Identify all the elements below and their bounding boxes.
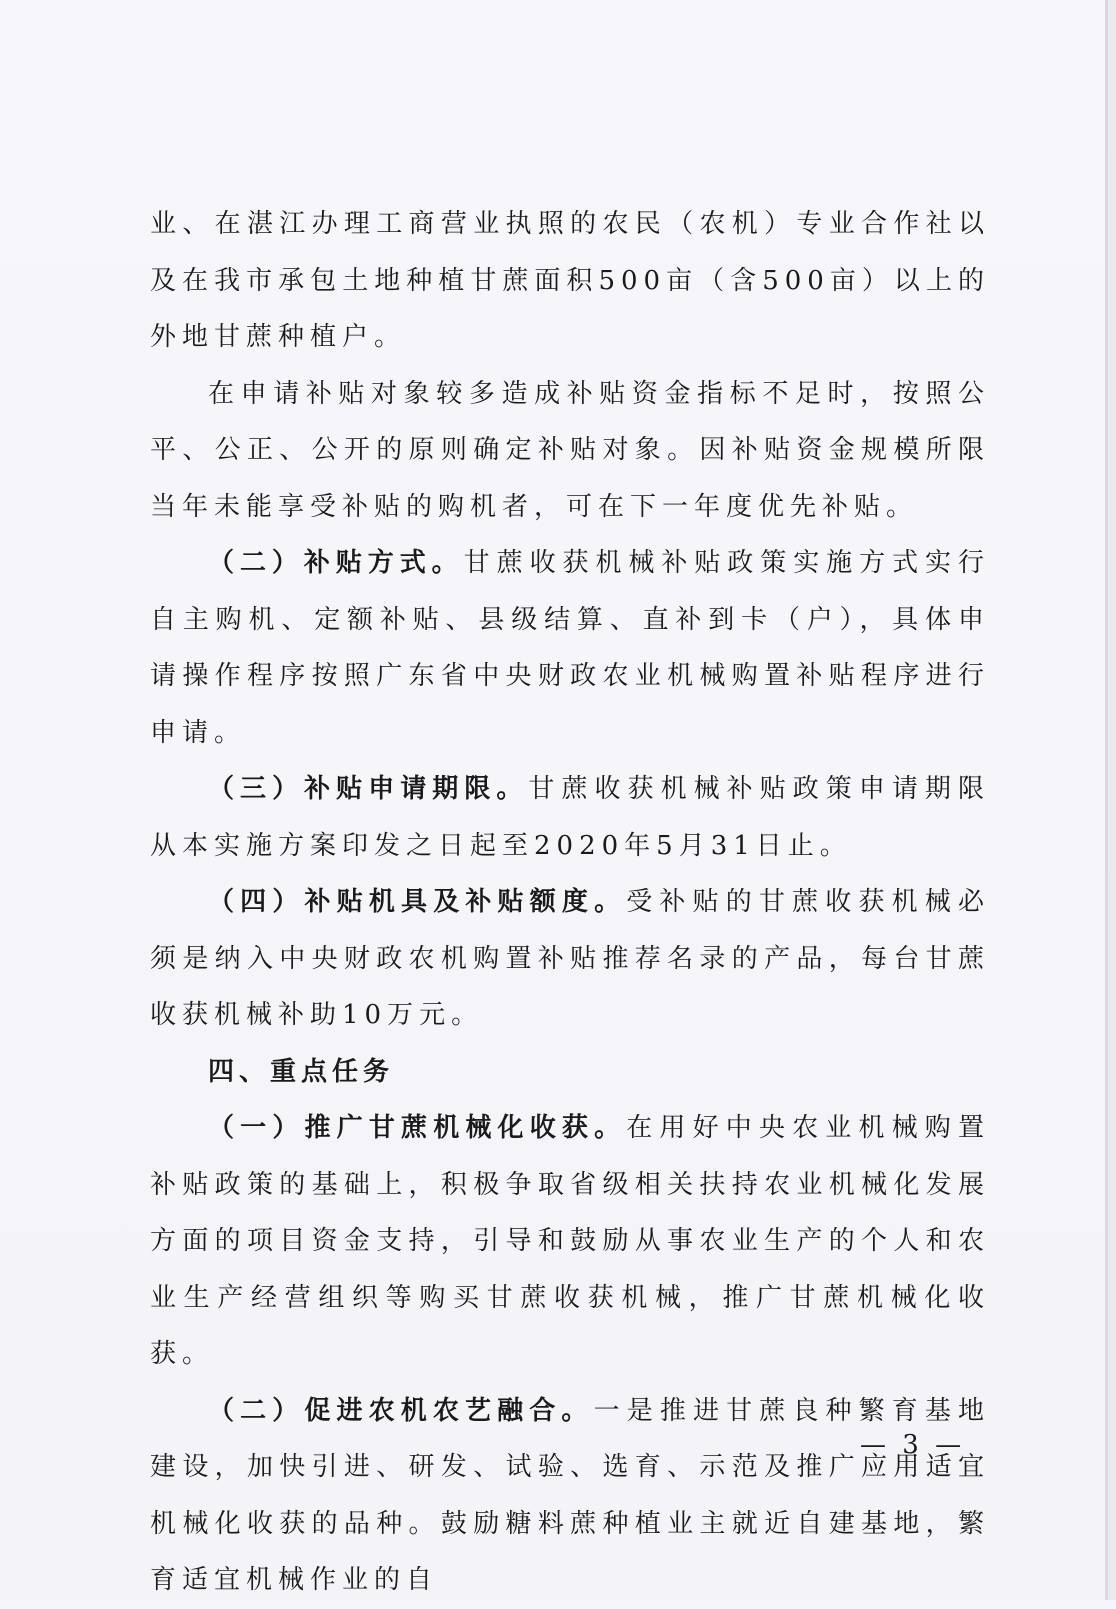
paragraph-promote-mechanized-harvest — [150, 1100, 990, 1383]
paragraph-subsidy-method — [150, 535, 990, 761]
section-heading-key-tasks: 四、重点任务 — [208, 1056, 395, 1087]
paragraph-text: 甘蔗收获机械补贴政策实施方式实行自主购机、定额补贴、县级结算、直补到卡（户），具体申请操作程序按照广东省中央财政农业机械购置补贴程序进行申请。 — [150, 548, 990, 748]
paragraph-fair-selection — [150, 366, 990, 536]
paragraph-eligibility-continued — [150, 196, 990, 366]
paragraph-lead: （一）推广甘蔗机械化收获。 — [208, 1113, 627, 1143]
paragraph-lead: （三）补贴申请期限。 — [208, 774, 529, 804]
page-edge — [1105, 0, 1108, 1600]
paragraph-text: 一是推进甘蔗良种繁育基地建设，加快引进、研发、试验、选育、示范及推广应用适宜机械化收获的品种。鼓励糖料蔗种植业主就近自建基地，繁育适宜机械作业的自 — [150, 1395, 990, 1595]
paragraph-lead: （四）补贴机具及补贴额度。 — [208, 887, 627, 917]
paragraph-agri-machinery-integration — [150, 1383, 990, 1609]
paragraph-text: 在申请补贴对象较多造成补贴资金指标不足时，按照公平、公正、公开的原则确定补贴对象。因补贴资金规模所限当年未能享受补贴的购机者，可在下一年度优先补贴。 — [150, 378, 990, 522]
paragraph-lead: （二）补贴方式。 — [208, 548, 464, 578]
paragraph-lead: （二）促进农机农艺融合。 — [208, 1395, 594, 1426]
paragraph-application-period — [150, 761, 990, 874]
paragraph-text: 受补贴的甘蔗收获机械必须是纳入中央财政农机购置补贴推荐名录的产品，每台甘蔗收获机械补助10万元。 — [150, 887, 990, 1030]
paragraph-subsidy-amount — [150, 874, 990, 1044]
paragraph-text: 甘蔗收获机械补贴政策申请期限从本实施方案印发之日起至2020年5月31日止。 — [150, 774, 990, 861]
paragraph-text: 业、在湛江办理工商营业执照的农民（农机）专业合作社以及在我市承包土地种植甘蔗面积500亩（含500亩）以上的外地甘蔗种植户。 — [150, 209, 990, 352]
page-number: — 3 — — [860, 1430, 966, 1460]
scan-shadow — [1108, 0, 1116, 1600]
paragraph-text: 在用好中央农业机械购置补贴政策的基础上，积极争取省级相关扶持农业机械化发展方面的项目资金支持，引导和鼓励从事农业生产的个人和农业生产经营组织等购买甘蔗收获机械，推广甘蔗机械化收获。 — [150, 1113, 990, 1369]
document-body — [150, 196, 990, 1609]
